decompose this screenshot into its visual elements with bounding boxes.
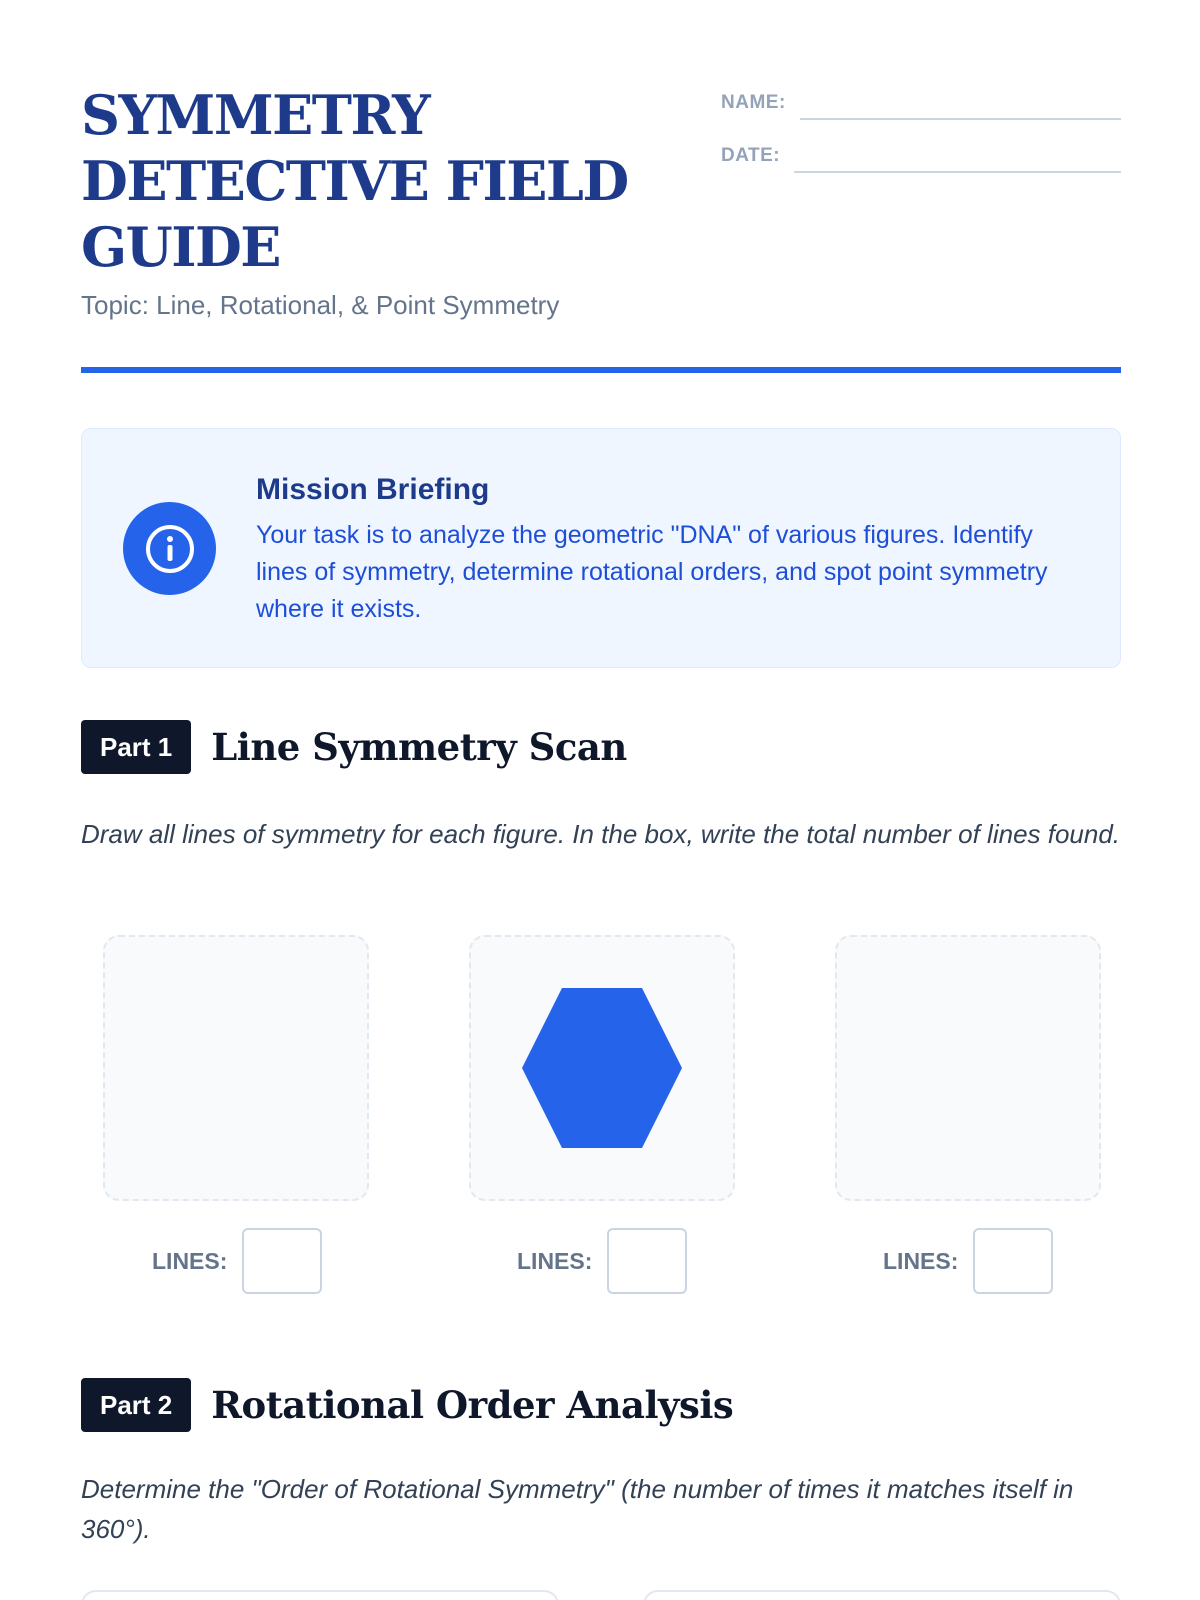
date-row (721, 135, 1121, 173)
answer-group (883, 1228, 1053, 1294)
hexagon-figure (520, 986, 684, 1150)
page-title: SYMMETRY DETECTIVE FIELD GUIDE (81, 83, 628, 279)
mission-briefing (81, 428, 1121, 668)
part2-title: Rotational Order Analysis (211, 1383, 734, 1427)
part2-heading (81, 1378, 733, 1432)
worksheet-header (81, 82, 1121, 382)
rotation-card (81, 1590, 559, 1600)
part2-instructions: Determine the "Order of Rotational Symmetry" (the number of times it matches itself in 360°). (81, 1474, 1074, 1544)
answer-group (152, 1228, 322, 1294)
date-field[interactable] (794, 135, 1121, 173)
answer-label: LINES: (883, 1247, 959, 1274)
part1-badge: Part 1 (81, 720, 191, 774)
part1-heading (81, 720, 627, 774)
figure-card[interactable] (103, 935, 369, 1201)
part1-instructions: Draw all lines of symmetry for each figure. In the box, write the total number of lines found. (81, 819, 1121, 849)
header-divider (81, 367, 1121, 373)
info-icon (123, 502, 216, 595)
figure-card[interactable] (835, 935, 1101, 1201)
answer-label: LINES: (152, 1247, 228, 1274)
name-row (721, 82, 1121, 120)
answer-label: LINES: (517, 1247, 593, 1274)
briefing-title: Mission Briefing (256, 473, 490, 506)
part1-title: Line Symmetry Scan (211, 725, 627, 769)
part2-badge: Part 2 (81, 1378, 191, 1432)
answer-box[interactable] (973, 1228, 1053, 1294)
name-label: NAME: (721, 92, 786, 113)
briefing-text: Your task is to analyze the geometric "DNA" of various figures. Identify lines of symmetry, determine rotational orders, and spot point symmetry where it exists. (256, 521, 1048, 623)
answer-box[interactable] (242, 1228, 322, 1294)
answer-box[interactable] (607, 1228, 687, 1294)
rotation-card (643, 1590, 1121, 1600)
page-subtitle: Topic: Line, Rotational, & Point Symmetry (81, 290, 560, 320)
student-info (721, 82, 1121, 188)
name-field[interactable] (800, 82, 1121, 120)
date-label: DATE: (721, 145, 781, 166)
figure-card[interactable] (469, 935, 735, 1201)
answer-group (517, 1228, 687, 1294)
